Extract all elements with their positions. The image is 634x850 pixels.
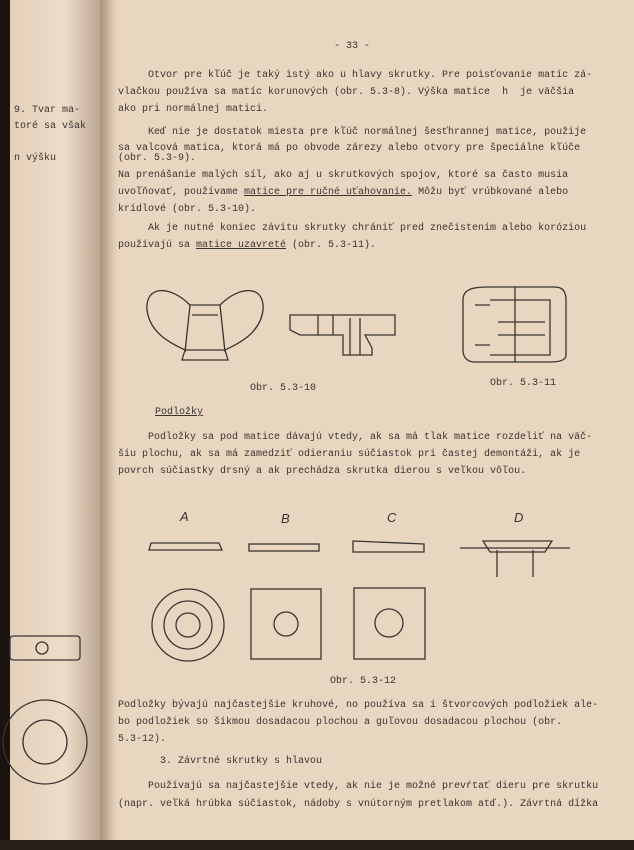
section-heading: 3. Závrtné skrutky s hlavou (160, 756, 323, 767)
text: používajú sa (118, 240, 197, 251)
text-line: Keď nie je dostatok miesta pre kľúč normálnej šesťhrannej matice, použije (148, 127, 587, 138)
text: Môžu byť vrúbkované alebo (412, 187, 569, 198)
text-line: (napr. veľká hrúbka súčiastok, nádoby s vnútorným pretlakom atď.). Závrtná dĺžka (118, 799, 599, 810)
washer-a (149, 543, 224, 661)
underlined-term: matice uzavreté (196, 240, 287, 251)
left-page-drawings (3, 636, 87, 784)
cap-nut-drawing (463, 287, 566, 362)
text-line: (obr. 5.3-9). (118, 153, 197, 164)
washer-b (249, 544, 321, 659)
text-line: sa valcová matica, ktorá má po obvode zárezy alebo otvory pre špeciálne kľúče (118, 143, 581, 154)
text-line: 5.3-12). (118, 734, 167, 745)
figure-caption: Obr. 5.3-11 (490, 378, 557, 389)
text-line: Ak je nutné koniec závitu skrutky chrániť pred znečistením alebo koróziou (148, 223, 587, 234)
text-line: Používajú sa najčastejšie vtedy, ak nie je možné prevŕtať dieru pre skrutku (148, 781, 599, 792)
text: uvoľňovať, používame (118, 187, 245, 198)
figure-label: C (387, 510, 397, 525)
text-line: Otvor pre kľúč je taký istý ako u hlavy skrutky. Pre poisťovanie matíc zá- (148, 70, 593, 81)
page-number: - 33 - (334, 41, 371, 52)
underlined-term: matice pre ručné uťahovanie. (244, 187, 413, 198)
figure-label: A (180, 509, 189, 524)
text-line: vlačkou používa sa matíc korunových (obr. 5.3-8). Výška matice h je väčšia (118, 87, 575, 98)
margin-text: toré sa však (14, 121, 87, 132)
text-line: šiu plochu, ak sa má zamedziť odieraniu súčiastok pri častej demontáži, ak je (118, 449, 581, 460)
text-line: Na prenášanie malých síl, ako aj u skrutkových spojov, ktoré sa často musia (118, 170, 569, 181)
figure-label: D (514, 510, 524, 525)
washer-d (460, 541, 570, 577)
text-line: Podložky sa pod matice dávajú vtedy, ak sa má tlak matice rozdeliť na väč- (148, 432, 593, 443)
text-line: krídlové (obr. 5.3-10). (118, 204, 257, 215)
text-line: ako pri normálnej matici. (118, 104, 269, 115)
text-line: povrch súčiastky drsný a ak prechádza skrutka dierou s veľkou vôľou. (118, 466, 527, 477)
knurled-nut-side-drawing (290, 315, 395, 355)
text-line: bo podložiek so šikmou dosadacou plochou a guľovou dosadacou plochou (obr. (118, 717, 563, 728)
wing-nut-drawing (147, 291, 263, 360)
text-line: Podložky bývajú najčastejšie kruhové, no používa sa i štvorcových podložiek ale- (118, 700, 599, 711)
figure-label: B (281, 511, 290, 526)
margin-text: 9. Tvar ma- (14, 105, 81, 116)
figure-caption: Obr. 5.3-10 (250, 383, 317, 394)
figure-caption: Obr. 5.3-12 (330, 676, 397, 687)
text: (obr. 5.3-11). (286, 240, 377, 251)
margin-text: n výšku (14, 153, 57, 164)
section-heading: Podložky (155, 407, 204, 418)
washer-c (353, 541, 425, 659)
